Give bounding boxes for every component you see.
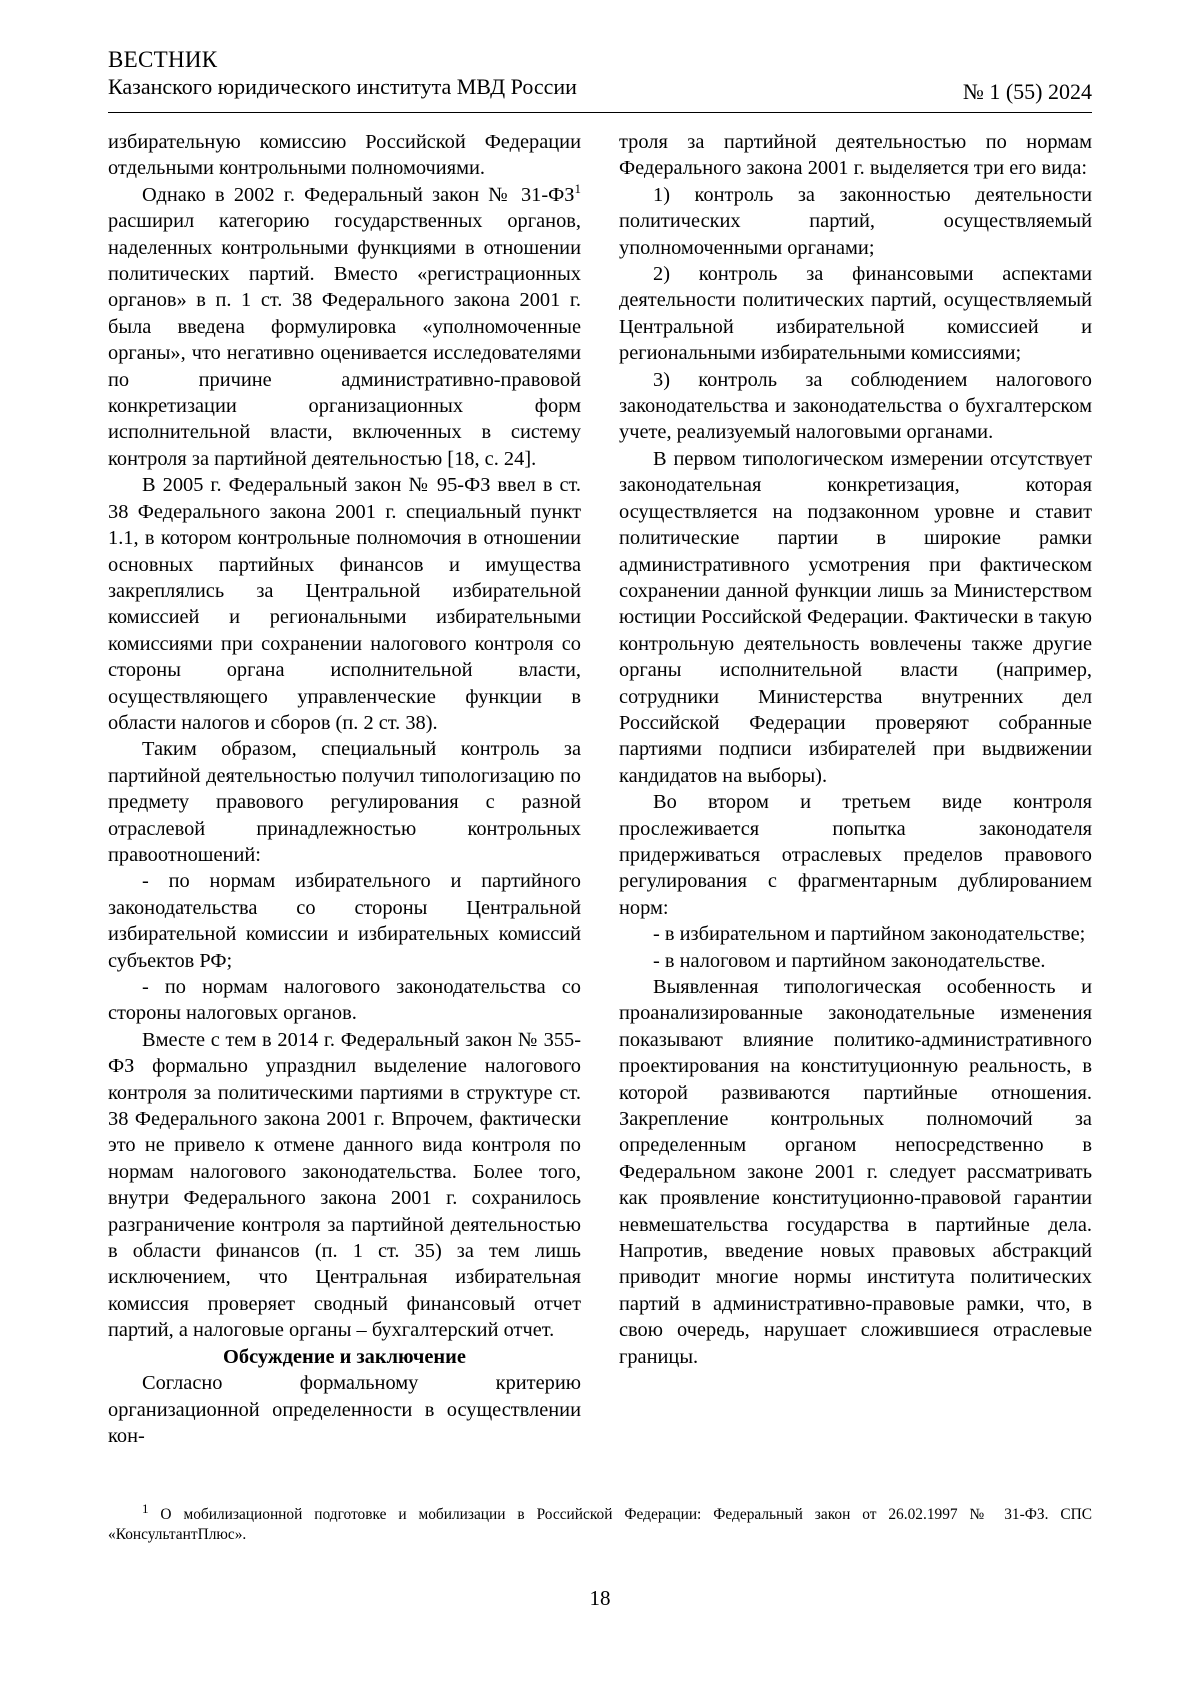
list-item: 1) контроль за законностью деятельности политических партий, осуществляемый уполномоченными органами; bbox=[619, 183, 1092, 259]
paragraph: Таким образом, специальный контроль за партийной деятельностью получил типологизацию по предмету правового регулирования с разной отраслевой принадлежностью контрольных правоотношений: bbox=[108, 738, 581, 866]
paragraph: избирательную комиссию Российской Федерации отдельными контрольными полномочиями. bbox=[108, 131, 581, 180]
paragraph: Выявленная типологическая особенность и проанализированные законодательные изменения показывают влияние политико-административного проектирования на конституционную реальность, в которой развиваются партийные отношения. Закрепление контрольных полномочий за определенным органом непосредственно в Федеральном законе 2001 г. следует рассматривать как проявление конституционно-правовой гарантии невмешательства государства в партийные дела. Напротив, введение новых правовых абстракций приводит многие нормы института политических партий в административно-правовые рамки, что, в свою очередь, нарушает сложившиеся отраслевые границы. bbox=[619, 976, 1092, 1368]
footnote bbox=[108, 1500, 1092, 1545]
list-item: - по нормам налогового законодательства со стороны налоговых органов. bbox=[108, 976, 581, 1025]
right-column bbox=[619, 129, 1092, 1369]
body-columns bbox=[108, 129, 1092, 1447]
paragraph-text: Однако в 2002 г. Федеральный закон № $31-ФЗ^1$ расширил категорию государственных органов, наделенных контрольными функциями в отношении политических партий. Вместо «регистрационных органов» в п. 1 ст. 38 Федерального закона 2001 г. была введена формулировка «уполномоченные органы», что негативно оценивается исследователями по причине административно-правовой конкретизации организационных форм исполнительной власти, включенных в систему контроля за партийной деятельностью [18, с. 24]. bbox=[108, 181, 581, 470]
header-divider bbox=[108, 112, 1092, 113]
paragraph: Согласно формальному критерию организационной определенности в осуществлении кон- bbox=[108, 1372, 581, 1447]
page-header bbox=[108, 46, 1092, 108]
paragraph-with-footnote bbox=[108, 182, 581, 472]
list-item: 3) контроль за соблюдением налогового законодательства и законодательства о бухгалтерском учете, реализуемый налоговыми органами. bbox=[619, 368, 1092, 444]
paragraph: В 2005 г. Федеральный закон № 95-ФЗ ввел в ст. 38 Федерального закона 2001 г. специальный пункт 1.1, в котором контрольные полномочия в отношении основных партийных финансов и имущества закреплялись за Центральной избирательной комиссией и региональными избирательными комиссиями при сохранении налогового контроля со стороны органа исполнительной власти, осуществляющего управленческие функции в области налогов и сборов (п. 2 ст. 38). bbox=[108, 474, 581, 734]
paragraph: Вместе с тем в 2014 г. Федеральный закон № 355-ФЗ формально упразднил выделение налогового контроля за политическими партиями в структуре ст. 38 Федерального закона 2001 г. Впрочем, фактически это не привело к отмене данного вида контроля по нормам налогового законодательства. Более того, внутри Федерального закона 2001 г. сохранилось разграничение контроля за партийной деятельностью в области финансов (п. 1 ст. 35) за тем лишь исключением, что Центральная избирательная комиссия проверяет сводный финансовый отчет партий, а налоговые органы – бухгалтерский отчет. bbox=[108, 1028, 581, 1342]
journal-masthead bbox=[108, 46, 577, 101]
footnote-text: О мобилизационной подготовке и мобилизации в Российской Федерации: Федеральный закон от 26.02.1997 № 31-ФЗ. СПС «КонсультантПлюс». bbox=[108, 1506, 1092, 1543]
left-column bbox=[108, 129, 581, 1447]
section-heading: Обсуждение и заключение bbox=[223, 1345, 466, 1368]
paragraph: троля за партийной деятельностью по нормам Федерального закона 2001 г. выделяется три его вида: bbox=[619, 131, 1092, 180]
list-item: 2) контроль за финансовыми аспектами деятельности политических партий, осуществляемый Центральной избирательной комиссией и региональными избирательными комиссиями; bbox=[619, 263, 1092, 365]
list-item: - в налоговом и партийном законодательстве. bbox=[653, 949, 1046, 972]
paragraph: В первом типологическом измерении отсутствует законодательная конкретизация, которая осуществляется на подзаконном уровне и ставит политические партии в широкие рамки административного усмотрения при фактическом сохранении данной функции лишь за Министерством юстиции Российской Федерации. Фактически в такую контрольную деятельность вовлечены также другие органы исполнительной власти (например, сотрудники Министерства внутренних дел Российской Федерации проверяют собранные партиями подписи избирателей при выдвижении кандидатов на выборы). bbox=[619, 447, 1092, 787]
list-item: - по нормам избирательного и партийного законодательства со стороны Центральной избирательной комиссии и избирательных комиссий субъектов РФ; bbox=[108, 870, 581, 972]
issue-number: № 1 (55) 2024 bbox=[962, 79, 1092, 104]
footnote-area bbox=[108, 1500, 1092, 1545]
paragraph: Во втором и третьем виде контроля прослеживается попытка законодателя придерживаться отраслевых пределов правового регулирования с фрагментарным дублированием норм: bbox=[619, 791, 1092, 919]
page-number: 18 bbox=[589, 1586, 611, 1610]
footnote-reference: 1 bbox=[574, 181, 581, 197]
list-item: - в избирательном и партийном законодательстве; bbox=[653, 923, 1086, 946]
journal-subtitle: Казанского юридического института МВД России bbox=[108, 74, 577, 99]
journal-title: ВЕСТНИК bbox=[108, 47, 218, 72]
footnote-marker: 1 bbox=[142, 1500, 149, 1516]
